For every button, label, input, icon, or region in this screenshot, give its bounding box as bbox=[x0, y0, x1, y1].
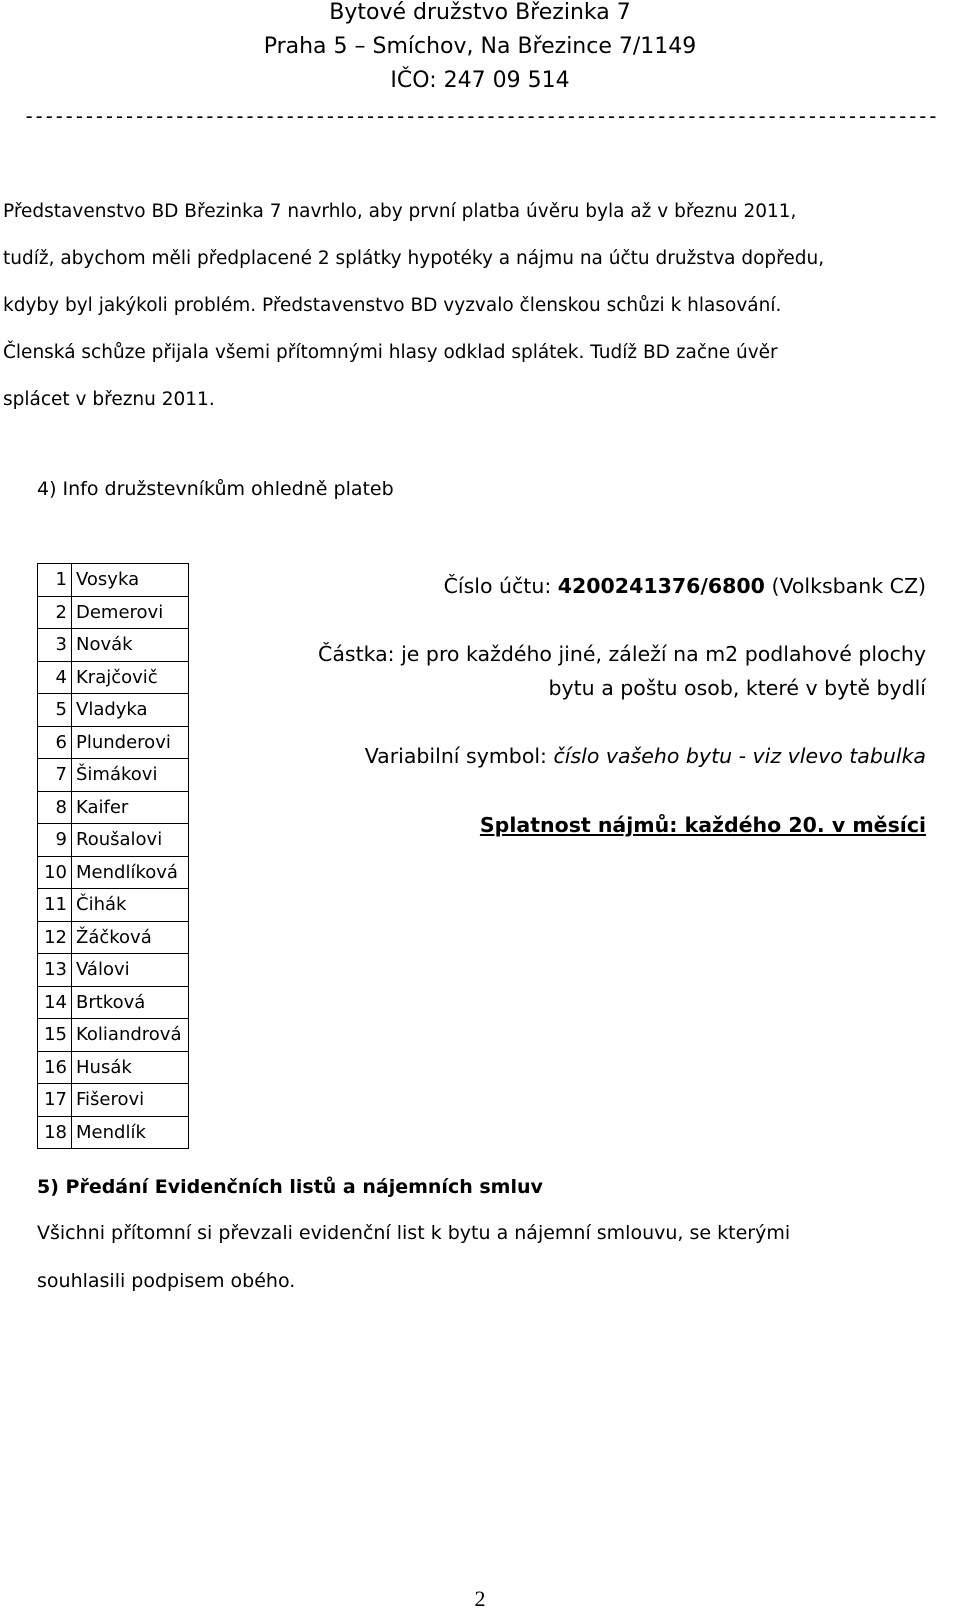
intro-line-4: Členská schůze přijala všemi přítomnými hlasy odklad splátek. Tudíž BD začne úvěr bbox=[3, 342, 778, 363]
tenant-name: Žáčková bbox=[72, 921, 189, 954]
header-line-3: IČO: 247 09 514 bbox=[390, 68, 570, 93]
account-line bbox=[444, 574, 926, 598]
tenant-name: Válovi bbox=[72, 954, 189, 987]
section-5-heading: 5) Předání Evidenčních listů a nájemních smluv bbox=[37, 1176, 543, 1198]
table-row bbox=[38, 791, 189, 824]
tenant-name: Vladyka bbox=[72, 694, 189, 727]
variable-symbol-value: číslo vašeho bytu - viz vlevo tabulka bbox=[553, 744, 926, 768]
account-number: 4200241376/6800 bbox=[557, 574, 765, 598]
apartment-number: 10 bbox=[38, 856, 72, 889]
apartment-number: 18 bbox=[38, 1116, 72, 1149]
table-row bbox=[38, 889, 189, 922]
tenant-name: Vosyka bbox=[72, 564, 189, 597]
intro-line-2: tudíž, abychom měli předplacené 2 splátky hypotéky a nájmu na účtu družstva dopředu, bbox=[3, 248, 825, 269]
apartment-number: 4 bbox=[38, 661, 72, 694]
account-label: Číslo účtu: bbox=[443, 574, 558, 598]
tenant-name: Šimákovi bbox=[72, 759, 189, 792]
table-row bbox=[38, 596, 189, 629]
tenant-name: Krajčovič bbox=[72, 661, 189, 694]
tenant-name: Roušalovi bbox=[72, 824, 189, 857]
section-5-line-2: souhlasili podpisem obého. bbox=[37, 1270, 296, 1292]
table-row bbox=[38, 921, 189, 954]
table-row bbox=[38, 954, 189, 987]
apartment-number: 2 bbox=[38, 596, 72, 629]
tenant-name: Husák bbox=[72, 1051, 189, 1084]
tenant-name: Novák bbox=[72, 629, 189, 662]
apartment-number: 13 bbox=[38, 954, 72, 987]
table-row bbox=[38, 1116, 189, 1149]
variable-symbol-label: Variabilní symbol: bbox=[364, 744, 554, 768]
tenant-name: Mendlíková bbox=[72, 856, 189, 889]
tenant-name: Čihák bbox=[72, 889, 189, 922]
intro-line-3: kdyby byl jakýkoli problém. Představenstvo BD vyzvalo členskou schůzi k hlasování. bbox=[3, 295, 782, 316]
due-date-line: Splatnost nájmů: každého 20. v měsíci bbox=[479, 813, 926, 837]
apartment-table bbox=[37, 563, 189, 1149]
table-row bbox=[38, 694, 189, 727]
amount-line-2: bytu a poštu osob, které v bytě bydlí bbox=[548, 676, 926, 700]
apartment-number: 11 bbox=[38, 889, 72, 922]
variable-symbol-line bbox=[365, 744, 926, 768]
tenant-name: Demerovi bbox=[72, 596, 189, 629]
apartment-table-body bbox=[38, 564, 189, 1149]
apartment-number: 17 bbox=[38, 1084, 72, 1117]
apartment-number: 6 bbox=[38, 726, 72, 759]
apartment-number: 12 bbox=[38, 921, 72, 954]
tenant-name: Brtková bbox=[72, 986, 189, 1019]
section-5-line-1: Všichni přítomní si převzali evidenční list k bytu a nájemní smlouvu, se kterými bbox=[37, 1222, 791, 1244]
intro-line-5: splácet v březnu 2011. bbox=[3, 389, 215, 410]
header-line-2: Praha 5 – Smíchov, Na Březince 7/1149 bbox=[263, 34, 697, 59]
table-row bbox=[38, 759, 189, 792]
amount-line-1: Částka: je pro každého jiné, záleží na m2 podlahové plochy bbox=[318, 642, 926, 666]
header-line-1: Bytové družstvo Březinka 7 bbox=[329, 0, 631, 25]
table-row bbox=[38, 856, 189, 889]
page-number: 2 bbox=[474, 1586, 486, 1611]
apartment-number: 3 bbox=[38, 629, 72, 662]
intro-line-1: Představenstvo BD Březinka 7 navrhlo, aby první platba úvěru byla až v březnu 2011, bbox=[3, 201, 797, 222]
tenant-name: Fišerovi bbox=[72, 1084, 189, 1117]
table-row bbox=[38, 726, 189, 759]
apartment-number: 1 bbox=[38, 564, 72, 597]
apartment-number: 9 bbox=[38, 824, 72, 857]
apartment-number: 8 bbox=[38, 791, 72, 824]
tenant-name: Plunderovi bbox=[72, 726, 189, 759]
apartment-number: 14 bbox=[38, 986, 72, 1019]
table-row bbox=[38, 986, 189, 1019]
account-bank: (Volksbank CZ) bbox=[764, 574, 926, 598]
apartment-number: 7 bbox=[38, 759, 72, 792]
tenant-name: Mendlík bbox=[72, 1116, 189, 1149]
apartment-number: 5 bbox=[38, 694, 72, 727]
tenant-name: Koliandrová bbox=[72, 1019, 189, 1052]
section-4-heading: 4) Info družstevníkům ohledně plateb bbox=[37, 478, 394, 500]
table-row bbox=[38, 824, 189, 857]
table-row bbox=[38, 629, 189, 662]
table-row bbox=[38, 564, 189, 597]
tenant-name: Kaifer bbox=[72, 791, 189, 824]
header-separator: ------------------------------------------------------------------------------------------- bbox=[23, 104, 937, 128]
apartment-number: 16 bbox=[38, 1051, 72, 1084]
table-row bbox=[38, 1019, 189, 1052]
table-row bbox=[38, 661, 189, 694]
apartment-number: 15 bbox=[38, 1019, 72, 1052]
table-row bbox=[38, 1051, 189, 1084]
table-row bbox=[38, 1084, 189, 1117]
